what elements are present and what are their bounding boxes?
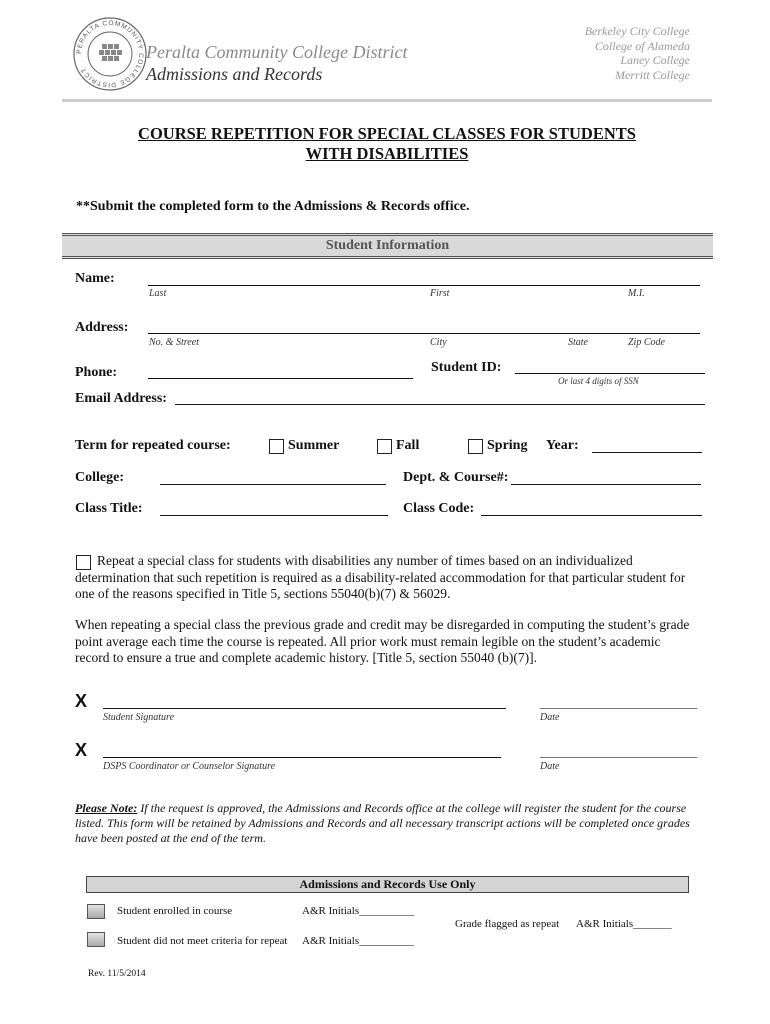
- district-name: Peralta Community College District: [146, 42, 408, 62]
- student-id-field[interactable]: [515, 373, 705, 374]
- dsps-signature-x: X: [75, 740, 88, 760]
- student-id-label: Student ID:: [431, 360, 502, 375]
- please-note-text: If the request is approved, the Admissions and Records office at the college will register the student for the course listed. This form will be retained by Admissions and Records and all necessary transcript actions will be completed once grades have been posted at the end of the term.: [75, 801, 690, 845]
- form-title: [62, 124, 712, 164]
- student-info-header: [62, 233, 713, 259]
- ar-initials-flagged[interactable]: A&R Initials_______: [576, 918, 672, 930]
- term-spring-label: Spring: [487, 438, 528, 453]
- ar-initials-enrolled[interactable]: A&R Initials__________: [302, 905, 415, 917]
- dept-course-label: Dept. & Course#:: [403, 470, 509, 485]
- addr-state-caption: State: [568, 337, 588, 348]
- college-merritt: Merritt College: [615, 67, 690, 82]
- student-info-title: Student Information: [325, 238, 450, 253]
- name-label: Name:: [75, 271, 115, 286]
- office-use-header: [86, 876, 689, 893]
- college-list: [585, 24, 690, 82]
- grade-flagged-label: Grade flagged as repeat: [455, 918, 560, 930]
- submit-instruction: **Submit the completed form to the Admissions & Records office.: [76, 199, 470, 214]
- dsps-date-field[interactable]: [540, 757, 697, 758]
- name-field[interactable]: [148, 285, 700, 286]
- college-alameda: College of Alameda: [594, 38, 690, 53]
- revision-date: Rev. 11/5/2014: [88, 969, 146, 979]
- phone-field[interactable]: [148, 378, 413, 379]
- not-met-checkbox[interactable]: [87, 932, 105, 947]
- addr-zip-caption: Zip Code: [628, 337, 665, 348]
- ar-initials-not-met[interactable]: A&R Initials__________: [302, 935, 415, 947]
- year-label: Year:: [546, 438, 579, 453]
- student-date-caption: Date: [540, 712, 560, 723]
- student-id-hint: Or last 4 digits of SSN: [558, 376, 639, 386]
- term-spring-checkbox[interactable]: [468, 439, 483, 454]
- dept-course-field[interactable]: [511, 484, 701, 485]
- class-code-label: Class Code:: [403, 501, 475, 516]
- term-label: Term for repeated course:: [75, 438, 231, 453]
- phone-label: Phone:: [75, 365, 117, 380]
- repeat-text: Repeat a special class for students with disabilities any number of times based on an individualized determination that such repetition is required as a disability-related accommodation for that particular student for one of the reasons specified in Title 5, sections 55040(b)(7) & 56029.: [75, 553, 686, 601]
- email-field[interactable]: [175, 404, 705, 405]
- term-fall-label: Fall: [396, 438, 420, 453]
- email-label: Email Address:: [75, 391, 167, 406]
- district-seal: [72, 16, 148, 92]
- name-last-caption: Last: [149, 288, 167, 299]
- enrolled-label: Student enrolled in course: [117, 905, 233, 917]
- title-line-2: WITH DISABILITIES: [305, 144, 469, 163]
- student-signature-x: X: [75, 691, 88, 711]
- term-summer-checkbox[interactable]: [269, 439, 284, 454]
- svg-text:PERALTA COMMUNITY COLLEGE DIST: PERALTA COMMUNITY COLLEGE DISTRICT: [75, 19, 145, 89]
- term-summer-label: Summer: [288, 438, 340, 453]
- header-divider: [62, 99, 712, 102]
- title-line-1: COURSE REPETITION FOR SPECIAL CLASSES FOR STUDENTS: [138, 124, 636, 143]
- college-field[interactable]: [160, 484, 386, 485]
- office-name: Admissions and Records: [146, 64, 323, 84]
- name-mi-caption: M.I.: [628, 288, 645, 299]
- dsps-date-caption: Date: [540, 761, 560, 772]
- class-title-field[interactable]: [160, 515, 388, 516]
- student-date-field[interactable]: [540, 708, 697, 709]
- student-signature-caption: Student Signature: [103, 712, 175, 723]
- enrolled-checkbox[interactable]: [87, 904, 105, 919]
- please-note: [75, 801, 700, 846]
- address-label: Address:: [75, 320, 129, 335]
- college-label: College:: [75, 470, 124, 485]
- college-berkeley: Berkeley City College: [584, 24, 690, 38]
- addr-city-caption: City: [430, 337, 447, 348]
- term-fall-checkbox[interactable]: [377, 439, 392, 454]
- repeat-paragraph: [75, 553, 705, 603]
- address-field[interactable]: [148, 333, 700, 334]
- class-code-field[interactable]: [481, 515, 702, 516]
- dsps-signature-caption: DSPS Coordinator or Counselor Signature: [103, 761, 276, 772]
- dsps-signature-field[interactable]: [103, 757, 501, 758]
- name-first-caption: First: [430, 288, 450, 299]
- year-field[interactable]: [592, 452, 702, 453]
- student-signature-field[interactable]: [103, 708, 506, 709]
- addr-street-caption: No. & Street: [149, 337, 199, 348]
- class-title-label: Class Title:: [75, 501, 143, 516]
- office-use-title: Admissions and Records Use Only: [299, 877, 476, 891]
- grade-paragraph: When repeating a special class the previous grade and credit may be disregarded in computing the student’s grade point average each time the course is repeated. All prior work must remain legible on the student’s academic record to ensure a true and complete academic history. [Title 5, section 55040 (b)(7)].: [75, 617, 690, 665]
- not-met-label: Student did not meet criteria for repeat: [117, 935, 288, 947]
- college-laney: Laney College: [620, 53, 690, 67]
- please-note-label: Please Note:: [75, 801, 138, 815]
